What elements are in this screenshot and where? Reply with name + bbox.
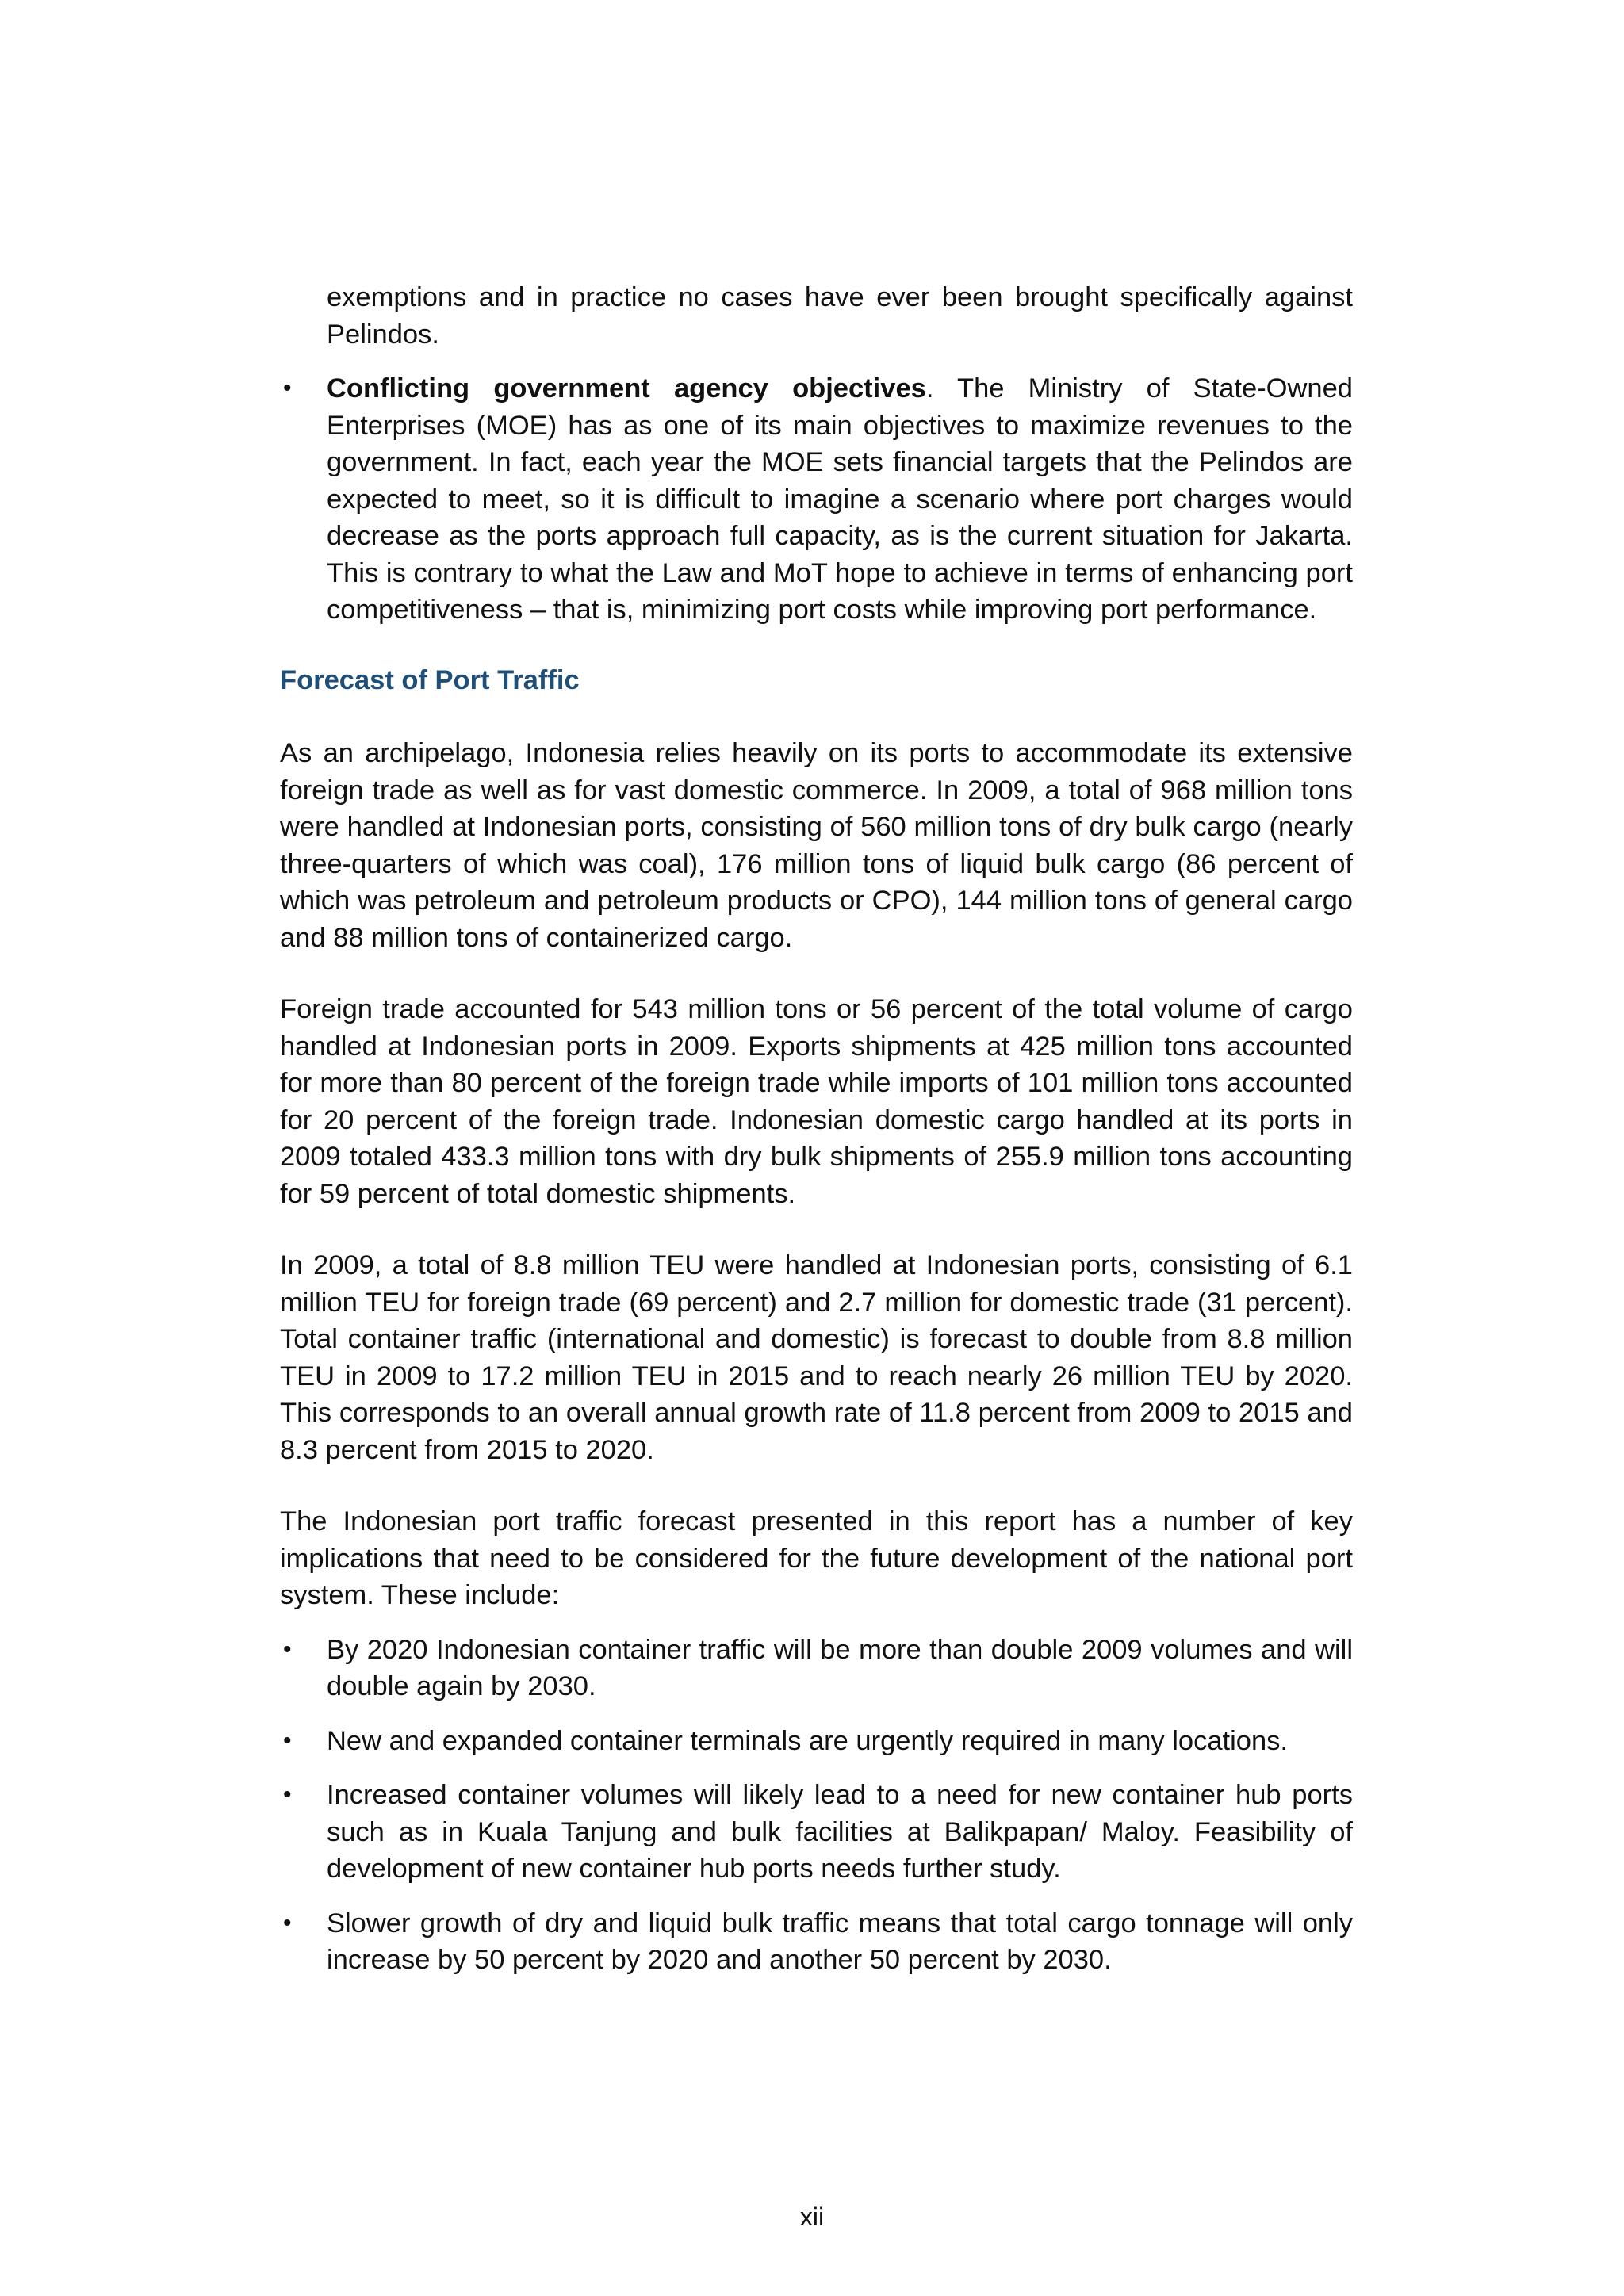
page-number: xii [799, 2202, 825, 2231]
bullet-icon: • [283, 1636, 292, 1663]
list-item [280, 1905, 1353, 1979]
section-heading: Forecast of Port Traffic [280, 664, 580, 695]
bullet-list-top [280, 370, 1353, 629]
body-paragraph: Foreign trade accounted for 543 million tons or 56 percent of the total volume of cargo handled at Indonesian ports in 2009. Exports shipments at 425 million tons accounted for more than 80 percent of the foreign trade while imports of 101 million tons accounted for 20 percent of the foreign trade. Indonesian domestic cargo handled at its ports in 2009 totaled 433.3 million tons with dry bulk shipments of 255.9 million tons accounting for 59 percent of total domestic shipments. [280, 994, 1353, 1209]
bullet-icon: • [283, 375, 292, 401]
list-item [280, 370, 1353, 629]
list-item [280, 1777, 1353, 1888]
bullet-text: New and expanded container terminals are urgently required in many locations. [327, 1725, 1289, 1756]
body-paragraph: In 2009, a total of 8.8 million TEU were handled at Indonesian ports, consisting of 6.1 million TEU for foreign trade (69 percent) and 2.7 million for domestic trade (31 percent). Total container traffic (international and domestic) is forecast to double from 8.8 million TEU in 2009 to 17.2 million TEU in 2015 and to reach nearly 26 million TEU by 2020. This corresponds to an overall annual growth rate of 11.8 percent from 2009 to 2015 and 8.3 percent from 2015 to 2020. [280, 1250, 1353, 1465]
bullet-heading: Conflicting government agency objectives [327, 373, 926, 404]
list-item [280, 1632, 1353, 1705]
bullet-text: . The Ministry of State-Owned Enterprises (MOE) has as one of its main objectives to maximize revenues to the government. In fact, each year the MOE sets financial targets that the Pelindos are expected to meet, so it is difficult to imagine a scenario where port charges would decrease as the ports approach full capacity, as is the current situation for Jakarta. This is contrary to what the Law and MoT hope to achieve in terms of enhancing port competitiveness – that is, minimizing port costs while improving port performance. [327, 373, 1353, 625]
document-page [280, 279, 1353, 1996]
bullet-text: Increased container volumes will likely lead to a need for new container hub ports such as in Kuala Tanjung and bulk facilities at Balikpapan/ Maloy. Feasibility of development of new container hub ports needs further study. [327, 1780, 1353, 1884]
bullet-text: Slower growth of dry and liquid bulk traffic means that total cargo tonnage will only increase by 50 percent by 2020 and another 50 percent by 2030. [327, 1908, 1353, 1975]
bullet-text: By 2020 Indonesian container traffic will be more than double 2009 volumes and will double again by 2030. [327, 1634, 1353, 1701]
body-paragraph: The Indonesian port traffic forecast presented in this report has a number of key implications that need to be considered for the future development of the national port system. These include: [280, 1506, 1353, 1610]
bullet-icon: • [283, 1909, 292, 1936]
list-item [280, 1723, 1353, 1760]
continued-bullet-text: exemptions and in practice no cases have ever been brought specifically against Pelindos. [327, 282, 1353, 350]
bullet-icon: • [283, 1781, 292, 1808]
body-paragraph: As an archipelago, Indonesia relies heavily on its ports to accommodate its extensive foreign trade as well as for vast domestic commerce. In 2009, a total of 968 million tons were handled at Indonesian ports, consisting of 560 million tons of dry bulk cargo (nearly three-quarters of which was coal), 176 million tons of liquid bulk cargo (86 percent of which was petroleum and petroleum products or CPO), 144 million tons of general cargo and 88 million tons of containerized cargo. [280, 738, 1353, 953]
bullet-list-implications [280, 1632, 1353, 1979]
bullet-icon: • [283, 1727, 292, 1754]
